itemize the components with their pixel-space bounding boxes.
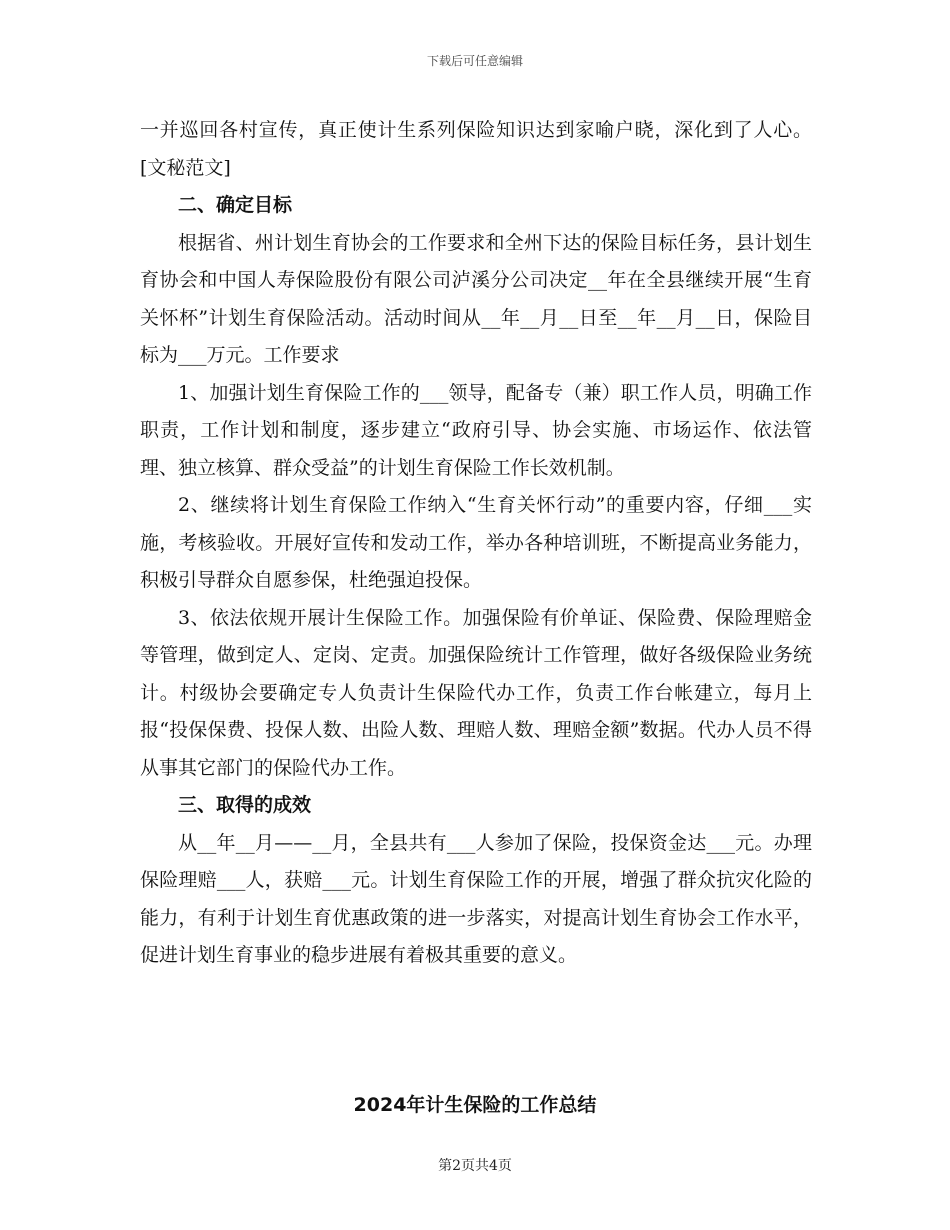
document-title: 2024年计生保险的工作总结 — [353, 1094, 597, 1116]
paragraph-results: 从__年__月——__月，全县共有___人参加了保险，投保资金达___元。办理保险理赔___人，获赔___元。计划生育保险工作的开展，增强了群众抗灾化险的能力，有利于计划生育优惠政策的进一步落实，对提高计划生育协会工作水平，促进计划生育事业的稳步进展有着极其重要的意义。 — [140, 831, 812, 966]
paragraph-continued: 一并巡回各村宣传，真正使计生系列保险知识达到家喻户晓，深化到了人心。[文秘范文] — [140, 119, 812, 179]
document-body — [140, 112, 812, 975]
paragraph-requirement-1: 1、加强计划生育保险工作的___领导，配备专（兼）职工作人员，明确工作职责，工作计划和制度，逐步建立“政府引导、协会实施、市场运作、依法管理、独立核算、群众受益”的计划生育保险工作长效机制。 — [140, 381, 812, 479]
paragraph-requirement-3: 3、依法依规开展计生保险工作。加强保险有价单证、保险费、保险理赔金等管理，做到定人、定岗、定责。加强保险统计工作管理，做好各级保险业务统计。村级协会要确定专人负责计生保险代办工作，负责工作台帐建立，每月上报“投保保费、投保人数、出险人数、理赔人数、理赔金额”数据。代办人员不得从事其它部门的保险代办工作。 — [140, 606, 812, 779]
page-footer: 第2页共4页 — [438, 1158, 512, 1174]
section-heading-goals: 二、确定目标 — [178, 194, 293, 216]
page-header-note: 下载后可任意编辑 — [426, 54, 523, 68]
paragraph-goals: 根据省、州计划生育协会的工作要求和全州下达的保险目标任务，县计划生育协会和中国人寿保险股份有限公司泸溪分公司决定__年在全县继续开展“生育关怀杯”计划生育保险活动。活动时间从__年__月__日至__年__月__日，保险目标为___万元。工作要求 — [140, 231, 812, 366]
paragraph-requirement-2: 2、继续将计划生育保险工作纳入“生育关怀行动”的重要内容，仔细___实施，考核验收。开展好宣传和发动工作，举办各种培训班，不断提高业务能力，积极引导群众自愿参保，杜绝强迫投保。 — [140, 494, 812, 591]
section-heading-results: 三、取得的成效 — [178, 794, 312, 816]
